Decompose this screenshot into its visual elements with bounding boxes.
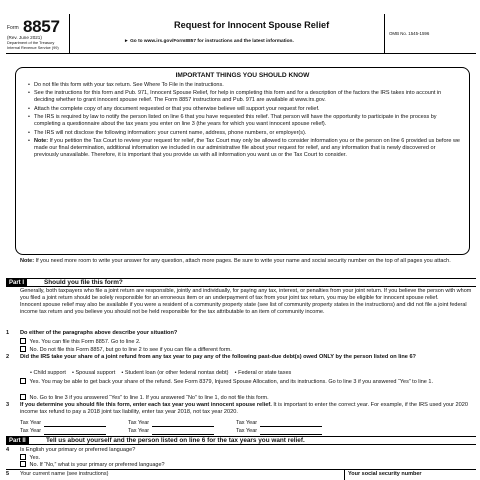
department-line: Department of the Treasury — [7, 40, 55, 45]
tax-year-label: Tax Year — [128, 420, 150, 426]
line-2-yes-checkbox[interactable] — [20, 378, 26, 384]
tax-year-label: Tax Year — [236, 420, 258, 426]
department-line: Internal Revenue Service (99) — [7, 44, 59, 50]
line-3-number: 3 — [6, 402, 10, 408]
line-2-yes-option: Yes. You may be able to get back your share of the refund. See Form 8379, Injured Spouse Allocation, and its instructions. Go to line 3 if you answered “Yes” to line 1. — [20, 378, 472, 386]
form-header — [6, 14, 476, 54]
line-5-number: 5 — [6, 471, 10, 477]
line-1-yes-option: Yes. You can file this Form 8857. Go to line 2. — [20, 338, 472, 346]
tax-year-label: Tax Year — [20, 428, 42, 434]
attachment-note: Note: If you need more room to write your answer for any question, attach more pages. Be sure to write your name and social security number on the top of all pages you attach. — [20, 258, 451, 264]
form-instructions-link[interactable]: ► Go to www.irs.gov/Form8857 for instructions and the latest information. — [124, 39, 294, 44]
line-4-number: 4 — [6, 447, 10, 453]
line-1-number: 1 — [6, 330, 10, 336]
line-2-no-checkbox[interactable] — [20, 394, 26, 400]
tax-year-field[interactable] — [260, 434, 322, 435]
form-title: Request for Innocent Spouse Relief — [174, 20, 330, 30]
line-4-no-option: No. If “No,” what is your primary or preferred language? — [20, 461, 472, 469]
form-label: Form — [7, 25, 19, 31]
notice-bullet: • Attach the complete copy of any document requested or that you otherwise believe will support your request for relief. — [28, 105, 320, 112]
tax-year-field[interactable] — [44, 434, 106, 435]
important-notice-title: IMPORTANT THINGS YOU SHOULD KNOW — [175, 72, 310, 79]
debt-item: • Spousal support — [72, 370, 116, 376]
line-1-question: Do either of the paragraphs above describe your situation? — [20, 330, 178, 336]
part-2-tag: Part II — [6, 437, 29, 444]
tax-year-field[interactable] — [152, 434, 214, 435]
tax-year-label: Tax Year — [236, 428, 258, 434]
tax-year-field[interactable] — [44, 426, 106, 427]
omb-block — [384, 14, 476, 54]
notice-bullet: • The IRS is required by law to notify the person listed on line 6 that you have requested this relief. That person will have the opportunity to participate in the process by completing a questionnaire about the tax years you enter on line 3 (the years for which you want innocent spouse relief). — [28, 114, 437, 128]
line-4-no-checkbox[interactable] — [20, 461, 26, 467]
line-4-yes-checkbox[interactable] — [20, 454, 26, 460]
line-4-yes-option: Yes. — [20, 454, 472, 462]
important-notice-list — [28, 82, 460, 161]
form-revision: (Rev. June 2021) — [7, 35, 42, 40]
current-name-field[interactable]: Your current name (see instructions) — [20, 471, 109, 477]
tax-year-field[interactable] — [260, 426, 322, 427]
notice-bullet: • See the instructions for this form and Pub. 971, Innocent Spouse Relief, for help in completing this form and for a description of the factors the IRS takes into account in deciding whether to grant innocent spouse relief. The Form 8857 instructions and Pub. 971 are available at www.irs.gov. — [28, 90, 442, 104]
part-1-intro — [20, 288, 472, 317]
line-4-question: Is English your primary or preferred language? — [20, 447, 136, 453]
tax-year-field[interactable] — [152, 426, 214, 427]
tax-year-row — [20, 428, 472, 436]
part-1-header — [6, 278, 476, 287]
form-id-block — [6, 14, 70, 54]
part-2-title: Tell us about yourself and the person listed on line 6 for the tax years you want relief. — [46, 437, 305, 444]
line-3-question: If you determine you should file this form, enter each tax year you want innocent spouse relief. It is important to enter the correct year. For example, if the IRS used your 2020 income tax refund to pay a 2018 joint tax liability, enter tax year 2018, not tax year 2020. — [20, 402, 468, 416]
tax-year-label: Tax Year — [128, 428, 150, 434]
line-1-no-checkbox[interactable] — [20, 346, 26, 352]
notice-bullet: • Do not file this form with your tax return. See Where To File in the instructions. — [28, 82, 224, 88]
part-1-title: Should you file this form? — [44, 279, 123, 286]
debt-item: • Federal or state taxes — [234, 370, 292, 376]
debt-item: • Child support — [30, 370, 66, 376]
line-1-no-option: No. Do not file this Form 8857, but go to line 2 to see if you can file a different form. — [20, 346, 472, 354]
department-block — [7, 41, 71, 50]
notice-bullet: • The IRS will not disclose the following information: your current name, address, phone numbers, or employer(s). — [28, 129, 307, 136]
ssn-field[interactable]: Your social security number — [344, 470, 422, 480]
part-1-tag: Part I — [6, 279, 27, 286]
line-5-row — [6, 469, 476, 480]
line-1-yes-checkbox[interactable] — [20, 338, 26, 344]
notice-bullet: • Note: If you petition the Tax Court to review your request for relief, the Tax Court may only be allowed to consider information you or the person on line 6 provided us before we made our final determination, additional information we included in our administrative file about your request for relief, and any information that is newly discovered or previously unavailable. Therefore, it is important that you provide us with all information you want us or the Tax Court to consider. — [28, 137, 460, 159]
omb-number: OMB No. 1545-1596 — [389, 31, 430, 36]
important-notice-box — [15, 67, 470, 255]
debt-item: • Student loan (or other federal nontax debt) — [121, 370, 229, 376]
form-number: 8857 — [23, 17, 60, 36]
line-2-debt-list — [20, 370, 472, 377]
tax-year-label: Tax Year — [20, 420, 42, 426]
part-2-header — [6, 436, 476, 445]
line-2-no-option: No. Go to line 3 if you answered “Yes” to line 1. If you answered “No” to line 1, do not file this form. — [20, 394, 472, 402]
intro-paragraph: Generally, both taxpayers who file a joint return are responsible, jointly and individually, for paying any tax, interest, or penalties from your joint return. If you believe the person with whom you filed a joint return should be solely responsible for an erroneous item or an underpayment of tax from your joint tax return, you may be eligible for innocent spouse relief. — [20, 288, 472, 302]
line-2-question: Did the IRS take your share of a joint refund from any tax year to pay any of the following past-due debt(s) owed ONLY by the person listed on line 6? — [20, 354, 416, 360]
line-2-number: 2 — [6, 354, 10, 360]
tax-year-row — [20, 420, 472, 428]
intro-paragraph: Innocent spouse relief may also be available if you were a resident of a community property state (see list of community property states in the instructions) and did not file a joint federal income tax return and you believe you should not be held responsible for the tax attributable to an item of community income. — [20, 302, 467, 316]
